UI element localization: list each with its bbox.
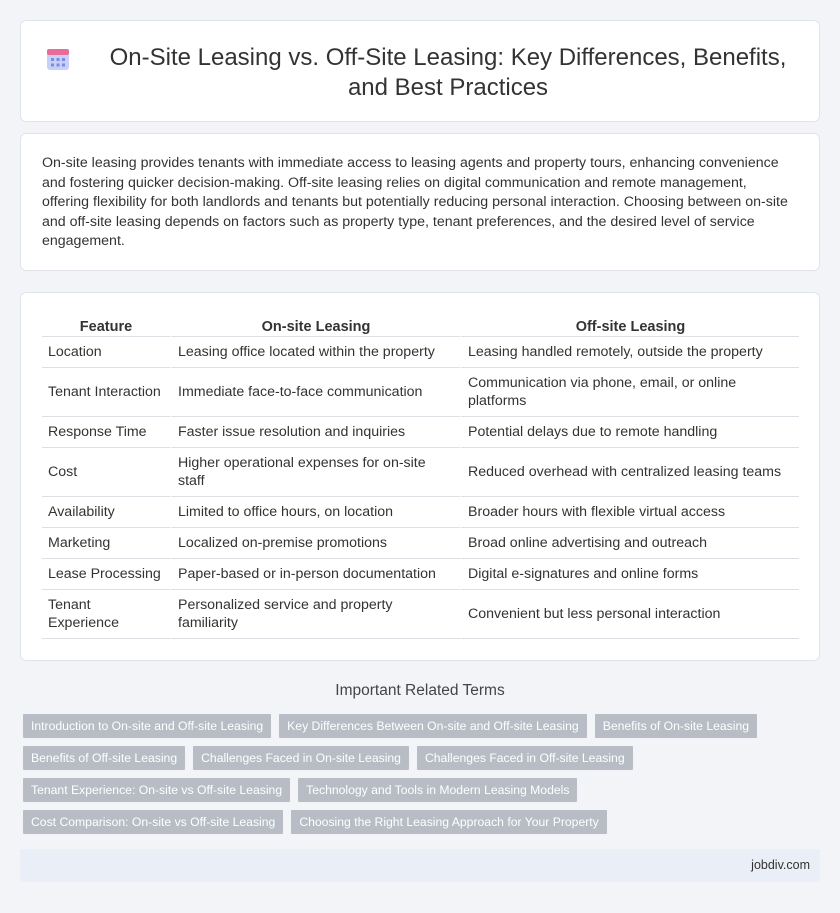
offsite-cell: Potential delays due to remote handling <box>460 417 799 448</box>
offsite-cell: Leasing handled remotely, outside the property <box>460 337 799 368</box>
offsite-cell: Broader hours with flexible virtual access <box>460 497 799 528</box>
calendar-icon <box>45 46 71 72</box>
related-term-tag[interactable]: Choosing the Right Leasing Approach for Your Property <box>291 810 606 834</box>
onsite-cell: Leasing office located within the property <box>170 337 460 368</box>
offsite-cell: Reduced overhead with centralized leasing teams <box>460 448 799 497</box>
onsite-cell: Localized on-premise promotions <box>170 528 460 559</box>
table-row <box>42 528 799 559</box>
feature-cell: Marketing <box>42 528 170 559</box>
footer-bar <box>20 849 820 882</box>
related-term-tag[interactable]: Cost Comparison: On-site vs Off-site Leasing <box>23 810 283 834</box>
offsite-cell: Broad online advertising and outreach <box>460 528 799 559</box>
related-term-tag[interactable]: Challenges Faced in On-site Leasing <box>193 746 409 770</box>
related-term-tag[interactable]: Key Differences Between On-site and Off-site Leasing <box>279 714 587 738</box>
table-row <box>42 368 799 417</box>
onsite-cell: Higher operational expenses for on-site staff <box>170 448 460 497</box>
feature-cell: Lease Processing <box>42 559 170 590</box>
related-term-tag[interactable]: Challenges Faced in Off-site Leasing <box>417 746 633 770</box>
offsite-cell: Communication via phone, email, or online platforms <box>460 368 799 417</box>
onsite-cell: Limited to office hours, on location <box>170 497 460 528</box>
related-term-tag[interactable]: Technology and Tools in Modern Leasing Models <box>298 778 577 802</box>
onsite-cell: Personalized service and property familiarity <box>170 590 460 639</box>
offsite-cell: Digital e-signatures and online forms <box>460 559 799 590</box>
feature-cell: Availability <box>42 497 170 528</box>
page-title: On-Site Leasing vs. Off-Site Leasing: Key Differences, Benefits, and Best Practices <box>109 44 787 101</box>
table-row <box>42 337 799 368</box>
table-row <box>42 417 799 448</box>
intro-paragraph: On-site leasing provides tenants with immediate access to leasing agents and property tours, enhancing convenience and fostering quicker decision-making. Off-site leasing relies on digital communication and remote management, offering flexibility for both landlords and tenants but potentially reducing personal interaction. Choosing between on-site and off-site leasing depends on factors such as property type, tenant preferences, and the desired level of service engagement. <box>42 155 788 250</box>
feature-cell: Response Time <box>42 417 170 448</box>
header-feature: Feature <box>42 315 170 337</box>
table-row <box>42 497 799 528</box>
related-term-tag[interactable]: Benefits of On-site Leasing <box>595 714 757 738</box>
related-term-tag[interactable]: Benefits of Off-site Leasing <box>23 746 185 770</box>
feature-cell: Location <box>42 337 170 368</box>
header-onsite: On-site Leasing <box>170 315 460 337</box>
table-row <box>42 559 799 590</box>
related-term-tag[interactable]: Tenant Experience: On-site vs Off-site Leasing <box>23 778 290 802</box>
onsite-cell: Immediate face-to-face communication <box>170 368 460 417</box>
table-row <box>42 448 799 497</box>
table-header-row <box>42 315 799 337</box>
related-term-tag[interactable]: Introduction to On-site and Off-site Leasing <box>23 714 271 738</box>
table-row <box>42 590 799 639</box>
feature-cell: Tenant Experience <box>42 590 170 639</box>
related-terms-title: Important Related Terms <box>335 682 505 699</box>
feature-cell: Tenant Interaction <box>42 368 170 417</box>
footer-site-link[interactable]: jobdiv.com <box>751 858 810 872</box>
comparison-table <box>42 315 799 639</box>
onsite-cell: Faster issue resolution and inquiries <box>170 417 460 448</box>
header-card <box>20 20 820 122</box>
comparison-table-card <box>20 292 820 661</box>
header-offsite: Off-site Leasing <box>460 315 799 337</box>
intro-card <box>20 133 820 271</box>
related-terms-list <box>23 714 813 842</box>
feature-cell: Cost <box>42 448 170 497</box>
onsite-cell: Paper-based or in-person documentation <box>170 559 460 590</box>
offsite-cell: Convenient but less personal interaction <box>460 590 799 639</box>
